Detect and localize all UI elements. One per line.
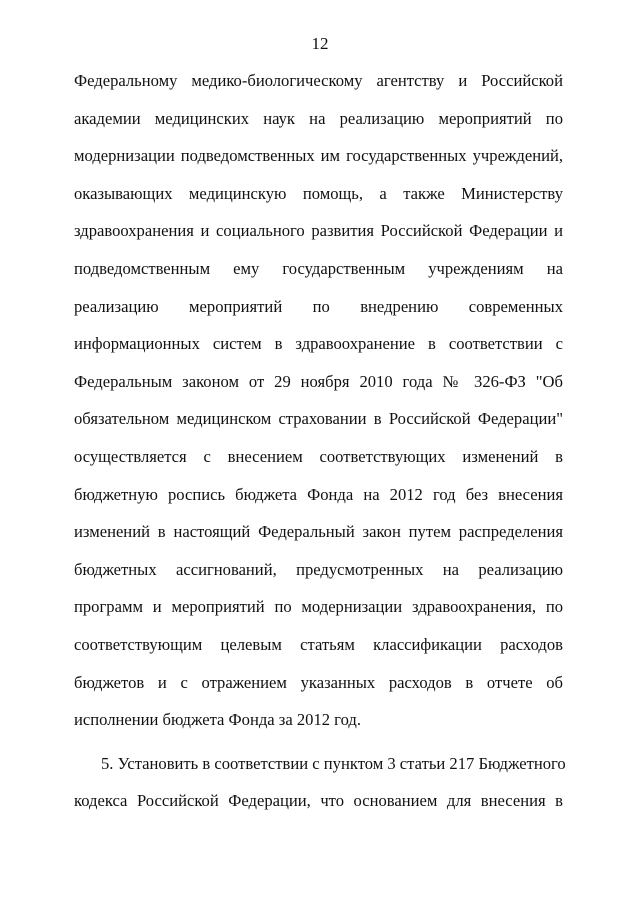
paragraph-continuation bbox=[74, 67, 563, 744]
text-line: бюджетов и с отражением указанных расходов в отчете об bbox=[74, 672, 563, 692]
text-line: кодекса Российской Федерации, что основанием для внесения в bbox=[74, 791, 563, 811]
text-line: Федеральным законом от 29 ноября 2010 года № 326-ФЗ "Об bbox=[74, 371, 563, 391]
paragraph-item-5 bbox=[74, 750, 566, 825]
text-line: информационных систем в здравоохранение в соответствии с bbox=[74, 334, 563, 354]
text-line: соответствующим целевым статьям классификации расходов bbox=[74, 634, 563, 654]
text-line: 5. Установить в соответствии с пунктом 3 статьи 217 Бюджетного bbox=[101, 753, 566, 773]
text-line: модернизации подведомственных им государственных учреждений, bbox=[74, 146, 563, 166]
text-line: реализацию мероприятий по внедрению современных bbox=[74, 296, 563, 316]
text-line: оказывающих медицинскую помощь, а также Министерству bbox=[74, 183, 563, 203]
text-line: обязательном медицинском страховании в Российской Федерации" bbox=[74, 409, 563, 429]
text-line: академии медицинских наук на реализацию мероприятий по bbox=[74, 108, 563, 128]
text-line: бюджетную роспись бюджета Фонда на 2012 год без внесения bbox=[74, 484, 563, 504]
text-line: программ и мероприятий по модернизации здравоохранения, по bbox=[74, 597, 563, 617]
text-line: Федеральному медико-биологическому агентству и Российской bbox=[74, 71, 563, 90]
document-body bbox=[74, 67, 566, 825]
text-line: подведомственным ему государственным учреждениям на bbox=[74, 258, 563, 278]
page-number: 12 bbox=[311, 34, 329, 53]
text-line: здравоохранения и социального развития Российской Федерации и bbox=[74, 221, 563, 241]
text-line: исполнении бюджета Фонда за 2012 год. bbox=[74, 710, 361, 730]
text-line: осуществляется с внесением соответствующих изменений в bbox=[74, 446, 563, 466]
text-line: изменений в настоящий Федеральный закон путем распределения bbox=[74, 522, 563, 542]
text-line: бюджетных ассигнований, предусмотренных на реализацию bbox=[74, 559, 563, 579]
